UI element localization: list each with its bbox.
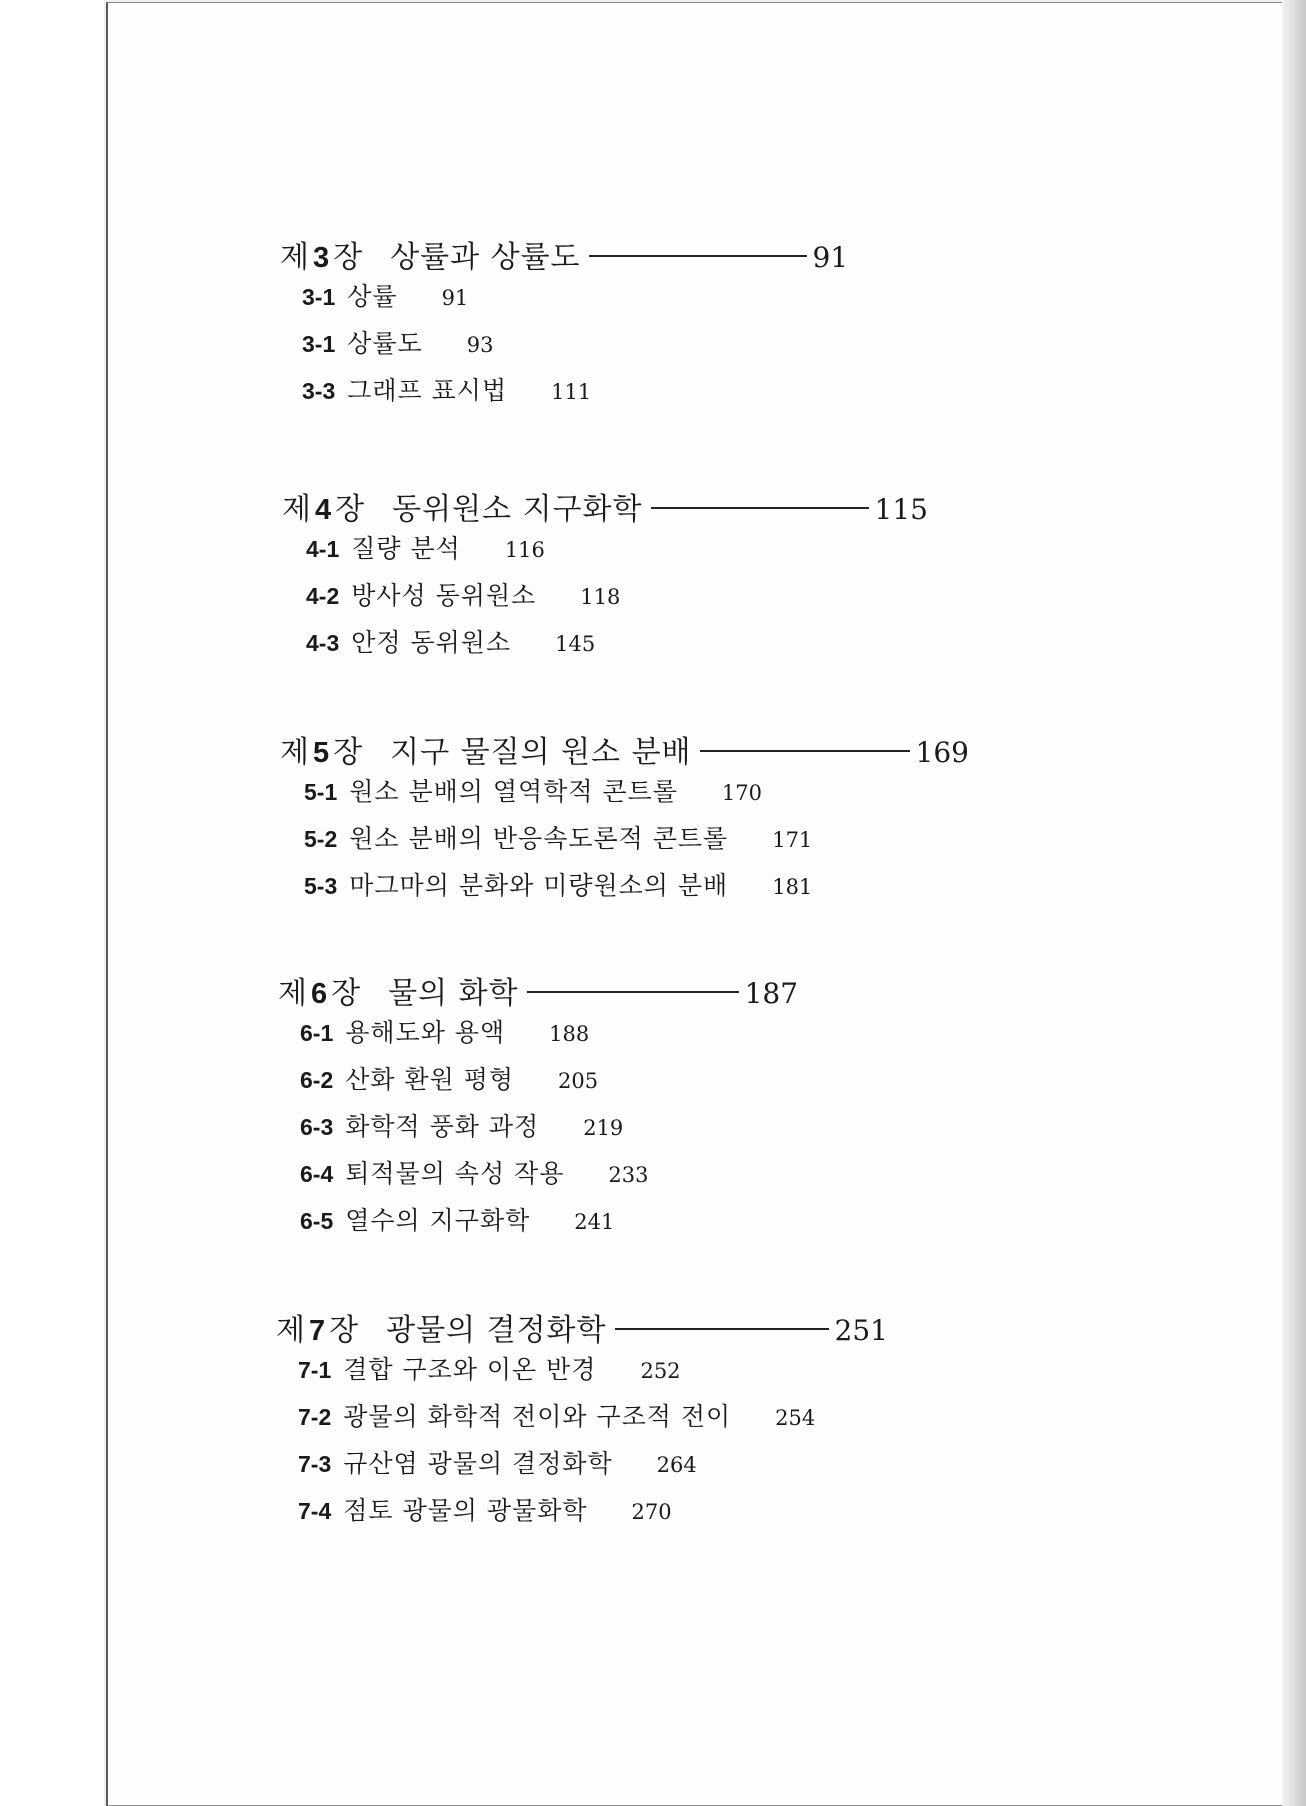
section-page-number: 219 [583, 1116, 624, 1140]
section-page-number: 91 [441, 286, 469, 310]
section-page-number: 145 [555, 632, 596, 656]
dot-leader [527, 991, 739, 993]
chapter-title: 상률과 상률도 [390, 240, 581, 275]
section-number: 7-1 [298, 1357, 332, 1383]
section-number: 4-2 [306, 583, 340, 609]
section-title: 용해도와 용액 [345, 1018, 506, 1047]
section-number: 6-3 [300, 1114, 334, 1140]
section-entry [304, 772, 969, 819]
chapter-page-number: 91 [812, 241, 849, 274]
section-page-number: 181 [772, 875, 813, 899]
section-page-number: 118 [580, 585, 621, 609]
chapter-number: 3 [312, 242, 330, 274]
section-entry [298, 1491, 888, 1538]
chapter-heading [282, 484, 928, 527]
chapter-title: 물의 화학 [388, 976, 519, 1011]
section-entry [300, 1013, 798, 1060]
section-entry [300, 1201, 798, 1248]
section-title: 광물의 화학적 전이와 구조적 전이 [343, 1402, 732, 1431]
chapter-label-post: 장 [335, 492, 365, 527]
chapter-label-pre: 제 [280, 240, 309, 275]
section-entry [300, 1107, 798, 1154]
section-entry [302, 324, 848, 371]
chapter-label-post: 장 [333, 240, 363, 275]
section-title: 산화 환원 평형 [345, 1065, 515, 1094]
section-title: 열수의 지구화학 [345, 1206, 531, 1235]
section-page-number: 252 [640, 1359, 681, 1383]
section-title: 퇴적물의 속성 작용 [345, 1159, 565, 1188]
section-entry [306, 623, 928, 670]
section-entry [300, 1154, 798, 1201]
section-entry [306, 529, 928, 576]
section-title: 질량 분석 [351, 534, 461, 563]
section-title: 상률도 [347, 329, 423, 358]
section-number: 3-3 [302, 378, 336, 404]
chapter-number: 7 [308, 1315, 326, 1347]
chapter-heading [278, 968, 799, 1011]
section-page-number: 270 [631, 1500, 672, 1524]
chapter-page-number: 187 [744, 977, 799, 1010]
chapter-label-post: 장 [331, 976, 361, 1011]
section-number: 6-4 [300, 1161, 334, 1187]
section-entry [302, 371, 848, 418]
section-number: 6-5 [300, 1208, 334, 1234]
chapter-heading [280, 727, 969, 770]
chapter-5 [280, 727, 969, 913]
chapter-title: 동위원소 지구화학 [392, 492, 643, 527]
section-number: 6-2 [300, 1067, 334, 1093]
section-number: 5-1 [304, 779, 338, 805]
section-title: 그래프 표시법 [347, 376, 508, 405]
section-page-number: 171 [772, 828, 813, 852]
chapter-label-pre: 제 [276, 1313, 305, 1348]
section-page-number: 241 [574, 1210, 615, 1234]
section-number: 7-3 [298, 1451, 332, 1477]
section-title: 마그마의 분화와 미량원소의 분배 [349, 871, 729, 900]
section-entry [300, 1060, 798, 1107]
dot-leader [589, 255, 807, 257]
chapter-page-number: 169 [915, 736, 969, 769]
section-entry [304, 819, 969, 866]
section-title: 결합 구조와 이온 반경 [343, 1355, 597, 1384]
section-number: 7-2 [298, 1404, 332, 1430]
chapter-label-pre: 제 [278, 976, 307, 1011]
chapter-4 [282, 484, 928, 670]
chapter-7 [276, 1305, 888, 1538]
section-entry [298, 1397, 888, 1444]
section-entry [298, 1350, 888, 1397]
section-page-number: 116 [504, 538, 545, 562]
section-page-number: 205 [558, 1069, 599, 1093]
section-title: 원소 분배의 반응속도론적 콘트롤 [349, 824, 729, 853]
chapter-label-pre: 제 [282, 492, 311, 527]
chapter-title: 광물의 결정화학 [386, 1313, 607, 1348]
section-title: 점토 광물의 광물화학 [343, 1496, 588, 1525]
chapter-label-post: 장 [329, 1313, 359, 1348]
chapter-heading [280, 232, 849, 275]
chapter-title: 지구 물질의 원소 분배 [390, 735, 692, 770]
section-page-number: 93 [466, 333, 494, 357]
chapter-label-pre: 제 [280, 735, 309, 770]
section-title: 화학적 풍화 과정 [345, 1112, 540, 1141]
chapter-label-post: 장 [333, 735, 363, 770]
section-title: 규산염 광물의 결정화학 [343, 1449, 613, 1478]
section-number: 4-3 [306, 630, 340, 656]
section-entry [298, 1444, 888, 1491]
section-page-number: 233 [608, 1163, 649, 1187]
chapter-3 [280, 232, 848, 418]
chapter-6 [278, 968, 798, 1248]
chapter-number: 5 [312, 737, 330, 769]
section-entry [304, 866, 969, 913]
section-page-number: 254 [775, 1406, 816, 1430]
section-page-number: 188 [549, 1022, 590, 1046]
section-page-number: 264 [656, 1453, 697, 1477]
section-title: 안정 동위원소 [351, 628, 512, 657]
section-page-number: 111 [551, 380, 592, 404]
dot-leader [615, 1328, 829, 1330]
section-number: 4-1 [306, 536, 340, 562]
section-number: 6-1 [300, 1020, 334, 1046]
dot-leader [651, 507, 869, 509]
section-page-number: 170 [721, 781, 762, 805]
chapter-number: 6 [310, 978, 328, 1010]
section-number: 5-2 [304, 826, 338, 852]
chapter-heading [276, 1305, 888, 1348]
section-title: 원소 분배의 열역학적 콘트롤 [349, 777, 678, 806]
dot-leader [700, 750, 910, 752]
section-number: 5-3 [304, 873, 338, 899]
section-entry [302, 277, 848, 324]
chapter-page-number: 251 [834, 1314, 888, 1347]
section-entry [306, 576, 928, 623]
chapter-number: 4 [314, 494, 332, 526]
section-number: 7-4 [298, 1498, 332, 1524]
section-title: 상률 [347, 282, 398, 311]
section-title: 방사성 동위원소 [351, 581, 537, 610]
section-number: 3-1 [302, 331, 336, 357]
chapter-page-number: 115 [874, 493, 928, 526]
section-number: 3-1 [302, 284, 336, 310]
